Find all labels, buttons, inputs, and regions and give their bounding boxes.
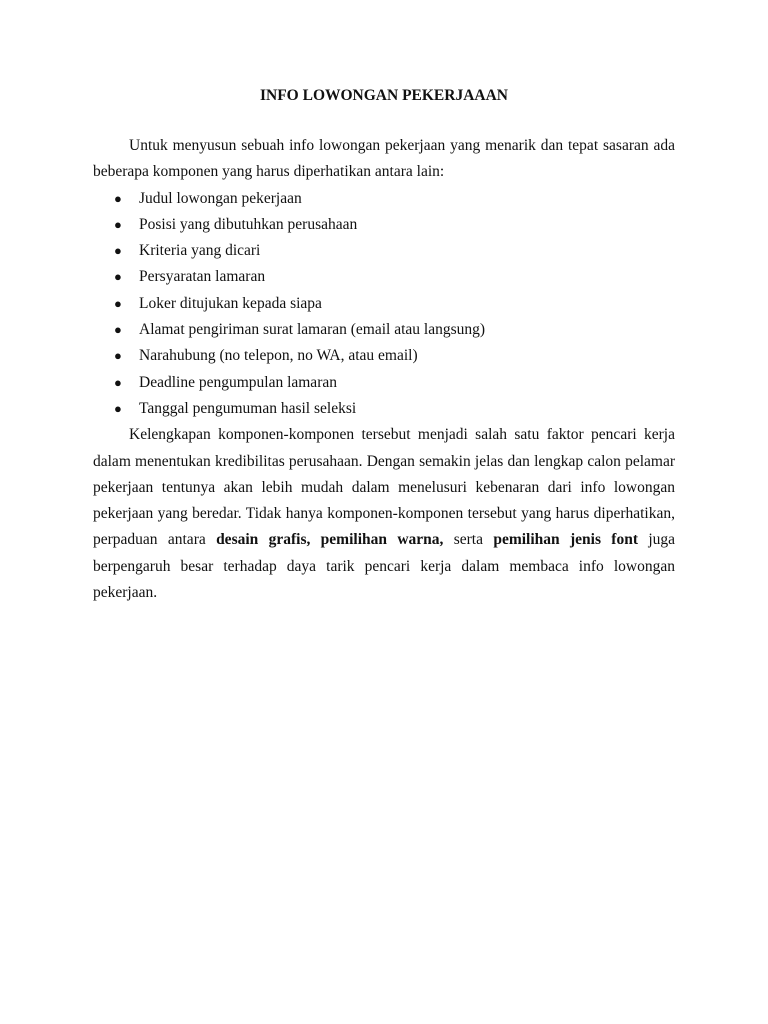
list-item-text: Kriteria yang dicari <box>139 242 261 260</box>
list-item-text: Alamat pengiriman surat lamaran (email atau langsung) <box>139 321 486 339</box>
document-page <box>93 86 675 606</box>
list-item-text: Persyaratan lamaran <box>139 268 266 286</box>
document-title: INFO LOWONGAN PEKERJAAAN <box>259 87 508 104</box>
closing-paragraph <box>93 422 675 606</box>
list-item <box>93 238 675 264</box>
closing-text-2: serta <box>443 531 494 549</box>
list-item-text: Posisi yang dibutuhkan perusahaan <box>139 215 358 233</box>
list-item <box>93 396 675 422</box>
bullet-icon: ● <box>114 348 122 364</box>
list-item-text: Tanggal pengumuman hasil seleksi <box>139 399 357 417</box>
bullet-icon: ● <box>114 400 122 416</box>
list-item-text: Loker ditujukan kepada siapa <box>139 294 322 312</box>
bullet-icon: ● <box>114 216 122 232</box>
closing-text-1: Kelengkapan komponen-komponen tersebut menjadi salah satu faktor pencari kerja dalam menentukan kredibilitas perusahaan. Dengan semakin jelas dan lengkap calon pelamar pekerjaan tentunya akan lebih mudah dalam menelusuri kebenaran dari info lowongan pekerjaan yang beredar. Tidak hanya komponen-komponen tersebut yang harus diperhatikan, perpaduan antara <box>93 426 675 549</box>
closing-bold-2: pemilihan jenis font <box>493 531 638 549</box>
list-item-text: Narahubung (no telepon, no WA, atau email) <box>139 347 418 365</box>
bullet-icon: ● <box>114 190 122 206</box>
list-item <box>93 291 675 317</box>
list-item <box>93 317 675 343</box>
list-item <box>93 212 675 238</box>
list-item <box>93 186 675 212</box>
component-list <box>93 186 675 423</box>
closing-text-3: juga berpengaruh besar terhadap daya tarik pencari kerja dalam membaca info lowongan pekerjaan. <box>93 531 676 602</box>
bullet-icon: ● <box>114 269 122 285</box>
bullet-icon: ● <box>114 243 122 259</box>
list-item <box>93 343 675 369</box>
list-item <box>93 264 675 290</box>
list-item-text: Judul lowongan pekerjaan <box>139 189 302 207</box>
bullet-icon: ● <box>114 322 122 338</box>
closing-bold-1: desain grafis, pemilihan warna, <box>216 531 444 549</box>
intro-paragraph: Untuk menyusun sebuah info lowongan pekerjaan yang menarik dan tepat sasaran ada beberapa komponen yang harus diperhatikan antara lain: <box>93 137 675 181</box>
bullet-icon: ● <box>114 374 122 390</box>
bullet-icon: ● <box>114 295 122 311</box>
list-item <box>93 370 675 396</box>
list-item-text: Deadline pengumpulan lamaran <box>139 373 337 391</box>
